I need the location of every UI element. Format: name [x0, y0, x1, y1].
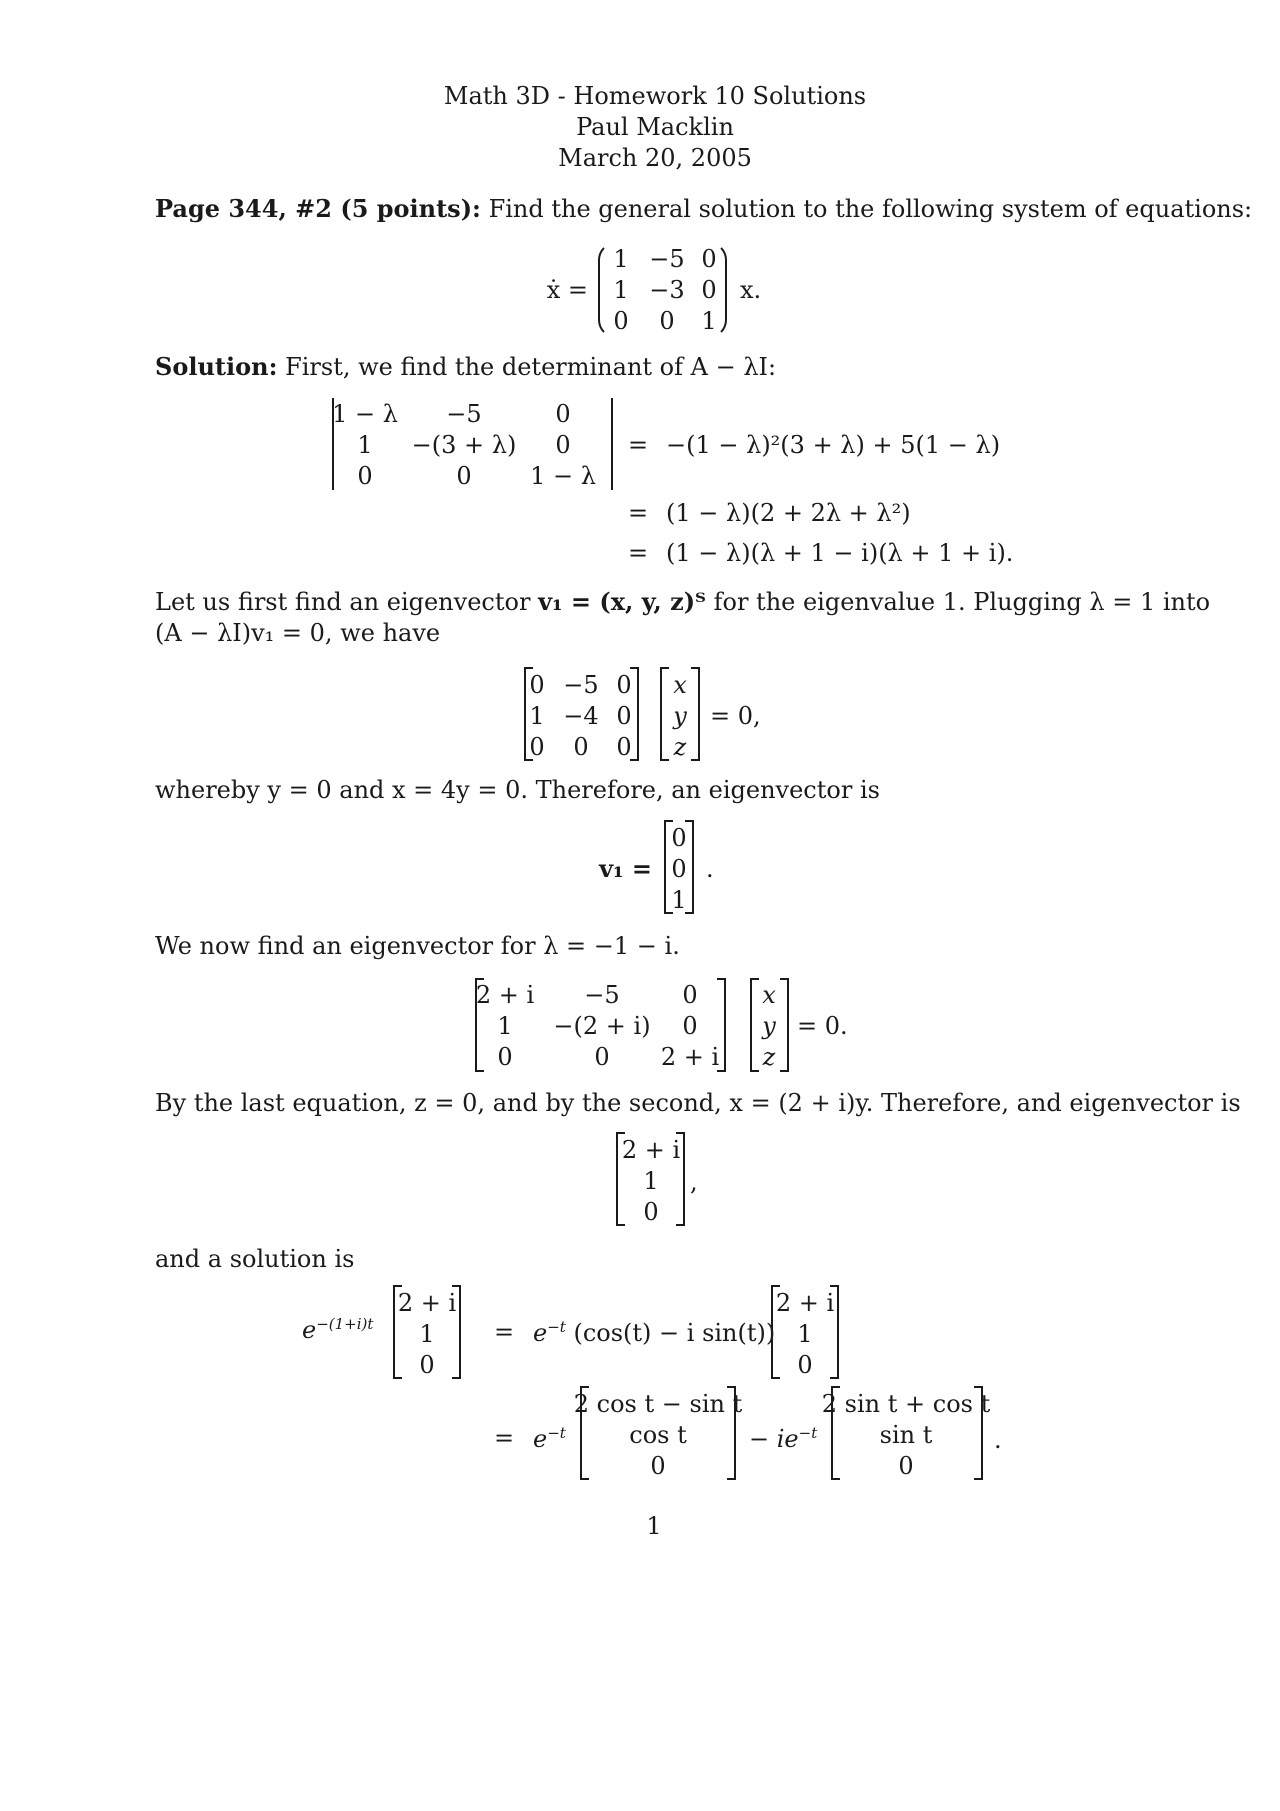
eq1-vector-cell: y: [673, 702, 687, 730]
final-exp-sup: −(1+i)t: [316, 1315, 374, 1333]
det-eq-3: =: [628, 539, 649, 567]
eq2-cell: −5: [584, 981, 620, 1009]
para-whereby: whereby y = 0 and x = 4y = 0. Therefore, an eigenvector is: [155, 776, 880, 804]
final-vec2-cell: 0: [797, 1351, 813, 1379]
det-cell: −5: [446, 400, 482, 428]
system-rhs: x.: [740, 276, 762, 304]
final-vec3-cell: cos t: [629, 1421, 687, 1449]
final-vec4-cell: sin t: [879, 1421, 933, 1449]
eq2-vector-cell: y: [762, 1012, 776, 1040]
final-vec1-cell: 1: [419, 1320, 435, 1348]
det-cell: 0: [357, 462, 373, 490]
final-rhs1-text: (cos(t) − i sin(t)): [573, 1319, 776, 1347]
final-vec2-cell: 2 + i: [775, 1289, 835, 1317]
final-rhs2-sup: −t: [547, 1424, 566, 1442]
v1-cell: 1: [671, 886, 687, 914]
eq1-cell: 0: [529, 733, 545, 761]
final-eq-1: =: [494, 1318, 515, 1346]
final-vec4-cell: 0: [898, 1452, 914, 1480]
eq1-vector-cell: z: [673, 733, 687, 761]
eq1-vector-cell: x: [673, 671, 687, 699]
v2-cell: 1: [643, 1167, 659, 1195]
v2-rhs: ,: [690, 1168, 698, 1196]
para-second-eigenvalue: We now find an eigenvector for λ = −1 − i.: [155, 932, 680, 960]
eq2-vector-left-bracket: [750, 978, 759, 1072]
final-minus: [749, 1426, 817, 1451]
v2-cell: 2 + i: [621, 1136, 681, 1164]
eq2-cell: 0: [497, 1043, 513, 1071]
det-eq-2: =: [628, 499, 649, 527]
final-end: .: [994, 1426, 1002, 1454]
system-cell: 0: [613, 307, 629, 335]
det-right-bar: [611, 398, 613, 490]
final-minus-sup: −t: [798, 1424, 818, 1442]
solution-intro: [155, 352, 777, 381]
final-vec1-cell: 2 + i: [397, 1289, 457, 1317]
system-cell: 0: [701, 245, 717, 273]
eq1-cell: 0: [616, 702, 632, 730]
para-by-last-equation: By the last equation, z = 0, and by the second, x = (2 + i)y. Therefore, and eigenvector is: [155, 1089, 1241, 1117]
eq1-cell: 0: [616, 671, 632, 699]
final-vec1-cell: 0: [419, 1351, 435, 1379]
final-vec4-cell: 2 sin t + cos t: [821, 1390, 991, 1418]
final-vec2-cell: 1: [797, 1320, 813, 1348]
det-cell: 0: [555, 431, 571, 459]
eq2-vector-cell: z: [762, 1043, 776, 1071]
final-vec3-cell: 2 cos t − sin t: [573, 1390, 743, 1418]
system-lhs: ẋ =: [546, 276, 588, 304]
det-line-2: (1 − λ)(2 + 2λ + λ²): [666, 499, 911, 527]
final-minus-text: − ie: [749, 1425, 799, 1453]
system-cell: −3: [649, 276, 685, 304]
eq1-rhs: = 0,: [710, 702, 761, 730]
solution-label: Solution:: [155, 352, 278, 381]
final-rhs2-base: e: [533, 1425, 548, 1453]
eq1-cell: −4: [563, 702, 599, 730]
v2-cell: 0: [643, 1198, 659, 1226]
system-cell: 0: [701, 276, 717, 304]
eq1-cell: −5: [563, 671, 599, 699]
page-number: 1: [646, 1512, 662, 1540]
det-cell: 1 − λ: [332, 400, 398, 428]
eq1-cell: 1: [529, 702, 545, 730]
eq1-vector-right-bracket: [691, 667, 700, 761]
eq1-vector-left-bracket: [660, 667, 669, 761]
det-cell: 1 − λ: [530, 462, 596, 490]
eq2-cell: 1: [497, 1012, 513, 1040]
eq1-cell: 0: [529, 671, 545, 699]
document-author: Paul Macklin: [576, 113, 734, 141]
det-line-3: (1 − λ)(λ + 1 − i)(λ + 1 + i).: [666, 539, 1014, 567]
final-rhs-2: [533, 1426, 566, 1451]
para1-line-2: (A − λI)v₁ = 0, we have: [155, 619, 441, 647]
solution-text: First, we find the determinant of A − λI:: [285, 353, 777, 381]
final-rhs-1: [533, 1320, 775, 1345]
para-and-a-solution: and a solution is: [155, 1245, 355, 1273]
problem-statement: [155, 194, 1253, 223]
final-vec3-cell: 0: [650, 1452, 666, 1480]
det-cell: 0: [456, 462, 472, 490]
final-exponential: [302, 1317, 373, 1342]
para1-text-a: Let us first find an eigenvector: [155, 588, 531, 616]
para-eigenvector-intro: [155, 587, 1211, 616]
eq2-vector-cell: x: [762, 981, 776, 1009]
system-cell: 1: [701, 307, 717, 335]
document-title: Math 3D - Homework 10 Solutions: [443, 82, 867, 110]
system-cell: 1: [613, 276, 629, 304]
para1-text-c: for the eigenvalue 1. Plugging λ = 1 into: [713, 588, 1211, 616]
eq2-rhs: = 0.: [797, 1012, 848, 1040]
eq2-vector-right-bracket: [780, 978, 789, 1072]
final-eq-2: =: [494, 1424, 515, 1452]
det-cell: 0: [555, 400, 571, 428]
system-cell: −5: [649, 245, 685, 273]
v1-cell: 0: [671, 855, 687, 883]
system-cell: 0: [659, 307, 675, 335]
det-eq-1: =: [628, 431, 649, 459]
eq1-cell: 0: [616, 733, 632, 761]
v1-rhs: .: [706, 855, 714, 883]
eq2-cell: 2 + i: [660, 1043, 720, 1071]
final-rhs1-sup: −t: [547, 1318, 566, 1336]
eq2-cell: 2 + i: [475, 981, 535, 1009]
eq2-cell: 0: [682, 1012, 698, 1040]
eq2-cell: 0: [682, 981, 698, 1009]
problem-text: Find the general solution to the following system of equations:: [488, 195, 1253, 223]
final-exp-base: e: [302, 1316, 317, 1344]
problem-label: Page 344, #2 (5 points):: [155, 194, 481, 223]
eq1-cell: 0: [573, 733, 589, 761]
eq2-cell: 0: [594, 1043, 610, 1071]
v1-cell: 0: [671, 824, 687, 852]
document-date: March 20, 2005: [558, 144, 752, 172]
det-cell: −(3 + λ): [411, 431, 517, 459]
system-cell: 1: [613, 245, 629, 273]
para1-vector: v₁ = (x, y, z)ᵀ: [538, 587, 706, 616]
final-rhs1-base: e: [533, 1319, 548, 1347]
v1-lhs: v₁ =: [599, 854, 652, 883]
det-line-1: −(1 − λ)²(3 + λ) + 5(1 − λ): [666, 431, 1001, 459]
eq2-cell: −(2 + i): [553, 1012, 651, 1040]
det-cell: 1: [357, 431, 373, 459]
